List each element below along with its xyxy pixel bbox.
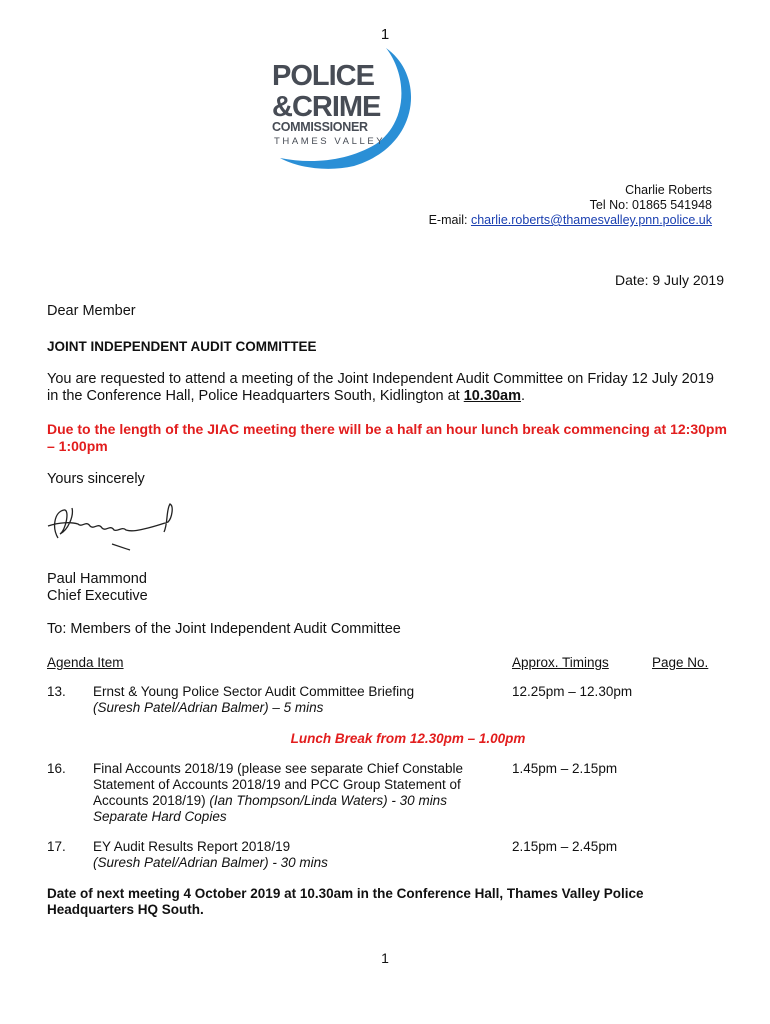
email-link[interactable]: charlie.roberts@thamesvalley.pnn.police.uk bbox=[470, 213, 712, 227]
to-line: To: Members of the Joint Independent Audit Committee bbox=[47, 621, 401, 637]
salutation: Dear Member bbox=[47, 303, 136, 319]
page-number-top: 1 bbox=[380, 26, 390, 43]
agenda-row-title: EY Audit Results Report 2018/19 bbox=[93, 839, 291, 854]
contact-tel: Tel No: 01865 541948 bbox=[589, 198, 712, 212]
agenda-row-title: Ernst & Young Police Sector Audit Committee Briefing bbox=[93, 684, 415, 699]
agenda-row-timing: 1.45pm – 2.15pm bbox=[512, 761, 618, 776]
next-meeting-note: Date of next meeting 4 October 2019 at 10.30am in the Conference Hall, Thames Valley Police Headquarters HQ South. bbox=[47, 886, 644, 917]
request-text: You are requested to attend a meeting of the Joint Independent Audit Committee on Friday 12 July 2019 in the Conference Hall, Police Headquarters South, Kidlington at bbox=[47, 371, 714, 404]
agenda-row-title: Final Accounts 2018/19 (please see separate Chief Constable Statement of Accounts 2018/19 and PCC Group Statement of Accounts 2018/19) bbox=[93, 761, 463, 808]
agenda-item-header: Agenda Item bbox=[47, 655, 124, 670]
letter-date: Date: 9 July 2019 bbox=[615, 272, 724, 288]
agenda-row-presenter: (Suresh Patel/Adrian Balmer) – 5 mins bbox=[93, 700, 324, 715]
closing: Yours sincerely bbox=[47, 471, 145, 487]
agenda-row-presenter: (Suresh Patel/Adrian Balmer) - 30 mins bbox=[93, 855, 328, 870]
logo-text-crime: &CRIME bbox=[272, 91, 381, 123]
logo-text-commissioner: COMMISSIONER bbox=[272, 120, 368, 134]
agenda-row-presenter: (Ian Thompson/Linda Waters) - 30 mins bbox=[209, 793, 447, 808]
agenda-row-timing: 2.15pm – 2.45pm bbox=[512, 839, 618, 854]
lunch-notice: Due to the length of the JIAC meeting there will be a half an hour lunch break commencing at 12:30pm – 1:00pm bbox=[47, 421, 727, 454]
page-number-bottom: 1 bbox=[381, 950, 389, 966]
signature-image bbox=[44, 500, 184, 558]
logo-text-police: POLICE bbox=[272, 60, 374, 92]
agenda-row-note: Separate Hard Copies bbox=[93, 809, 227, 824]
agenda-row-num: 16. bbox=[47, 761, 66, 776]
logo-text-region: THAMES VALLEY bbox=[274, 136, 386, 147]
lunch-break-row: Lunch Break from 12.30pm – 1.00pm bbox=[290, 731, 526, 746]
pcc-logo bbox=[258, 46, 428, 170]
agenda-row-num: 13. bbox=[47, 684, 66, 699]
timings-header: Approx. Timings bbox=[512, 655, 609, 670]
contact-name: Charlie Roberts bbox=[625, 183, 712, 197]
signatory-name: Paul Hammond bbox=[47, 571, 147, 587]
agenda-row-num: 17. bbox=[47, 839, 66, 854]
agenda-row-body bbox=[93, 761, 493, 825]
agenda-row-timing: 12.25pm – 12.30pm bbox=[512, 684, 633, 699]
contact-email-line bbox=[429, 213, 712, 228]
request-end: . bbox=[520, 388, 526, 404]
email-label: E-mail: bbox=[428, 213, 471, 227]
committee-heading: JOINT INDEPENDENT AUDIT COMMITTEE bbox=[47, 339, 317, 354]
meeting-request bbox=[47, 371, 727, 405]
request-time: 10.30am bbox=[463, 388, 521, 404]
contact-block bbox=[429, 183, 712, 228]
signatory-title: Chief Executive bbox=[47, 588, 148, 604]
page-no-header: Page No. bbox=[652, 655, 709, 670]
